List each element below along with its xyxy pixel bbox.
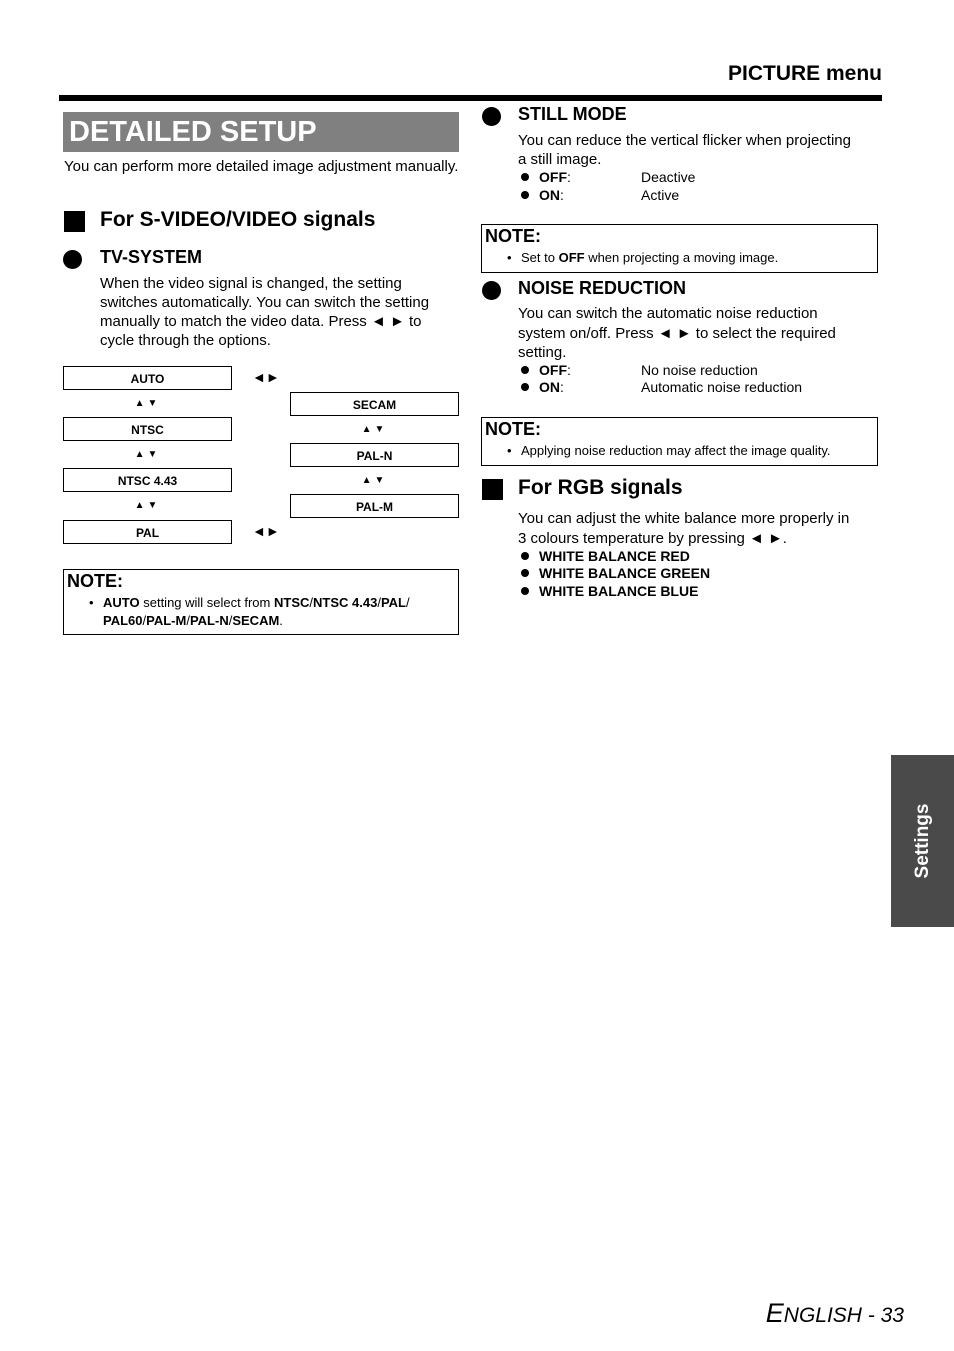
- noise-reduction-line: You can switch the automatic noise reduction: [518, 305, 818, 322]
- tv-system-line: When the video signal is changed, the setting: [100, 275, 402, 292]
- section-bullet-icon: [63, 250, 82, 269]
- note-text-segment: PAL-N: [189, 613, 229, 628]
- page-title: DETAILED SETUP: [69, 116, 317, 148]
- note-title: NOTE:: [485, 226, 541, 246]
- note-text-line: Applying noise reduction may affect the image quality.: [521, 443, 831, 458]
- rgb-item-red: WHITE BALANCE RED: [521, 548, 690, 565]
- note-text-segment: PAL: [380, 595, 406, 610]
- tv-system-line: manually to match the video data. Press ◄ ► to: [100, 313, 422, 330]
- bullet-dot-icon: [521, 173, 529, 181]
- rgb-heading: For RGB signals: [518, 476, 683, 499]
- section-square-icon: [482, 479, 503, 500]
- up-down-arrows-icon: ▲▼: [134, 500, 161, 511]
- flow-box-secam: SECAM: [290, 392, 459, 416]
- note-text-segment: /: [186, 613, 190, 628]
- noise-reduction-line: system on/off. Press ◄ ► to select the required: [518, 324, 836, 342]
- note-text-segment: /: [309, 595, 313, 610]
- tv-system-line: switches automatically. You can switch the setting: [100, 294, 430, 311]
- noise-reduction-option-on-value: Automatic noise reduction: [641, 379, 803, 395]
- flow-box-pal-n: PAL-N: [290, 443, 459, 467]
- still-mode-option-off-value: Deactive: [641, 169, 696, 185]
- flow-box-pal: PAL: [63, 520, 232, 544]
- noise-reduction-option-off: OFF:: [521, 362, 571, 379]
- flow-box-pal-m: PAL-M: [290, 494, 459, 518]
- note-text-segment: SECAM: [232, 613, 280, 628]
- note-text-segment: /: [377, 595, 381, 610]
- note-bullet: •: [89, 595, 94, 610]
- bullet-dot-icon: [521, 569, 529, 577]
- note-text-segment: NTSC 4.43: [313, 595, 378, 610]
- note-text-segment: /: [228, 613, 233, 628]
- rgb-line: You can adjust the white balance more properly in: [518, 510, 850, 527]
- flow-box-auto: AUTO: [63, 366, 232, 390]
- flow-box-ntsc: NTSC: [63, 417, 232, 441]
- svideo-heading: For S-VIDEO/VIDEO signals: [100, 208, 376, 231]
- note-text-segment: /: [142, 613, 147, 628]
- up-down-arrows-icon: ▲▼: [361, 475, 388, 486]
- side-tab-settings: [891, 755, 954, 927]
- header-rule: [59, 95, 882, 101]
- tv-system-heading: TV-SYSTEM: [100, 247, 203, 267]
- page-title-bar: [63, 112, 459, 152]
- note-box-still-mode: [481, 224, 878, 273]
- noise-reduction-option-off-value: No noise reduction: [641, 362, 758, 378]
- left-right-arrows-icon: ◄►: [252, 523, 280, 539]
- bullet-dot-icon: [521, 191, 529, 199]
- tv-system-description: [100, 274, 460, 350]
- flow-box-ntsc443: NTSC 4.43: [63, 468, 232, 492]
- note-bullet: •: [507, 443, 512, 458]
- note-box-noise-reduction: [481, 417, 878, 466]
- noise-reduction-line: setting.: [518, 344, 567, 361]
- note-text-line: [103, 612, 283, 630]
- note-box-tv-system: [63, 569, 459, 635]
- note-title: NOTE:: [485, 419, 541, 439]
- note-title: NOTE:: [67, 571, 123, 591]
- page-footer: ENGLISH - 33: [765, 1298, 904, 1328]
- up-down-arrows-icon: ▲▼: [361, 424, 388, 435]
- note-text-line: [103, 594, 410, 612]
- bullet-dot-icon: [521, 366, 529, 374]
- left-right-arrows-icon: ◄►: [252, 369, 280, 385]
- bullet-dot-icon: [521, 383, 529, 391]
- up-down-arrows-icon: ▲▼: [134, 449, 161, 460]
- rgb-item-blue: WHITE BALANCE BLUE: [521, 583, 698, 600]
- note-text-segment: AUTO: [103, 595, 140, 610]
- still-mode-heading: STILL MODE: [518, 104, 627, 124]
- tv-system-line: cycle through the options.: [100, 332, 271, 349]
- still-mode-description: [518, 131, 883, 169]
- still-mode-option-on: ON:: [521, 187, 564, 204]
- note-text-segment: /: [405, 595, 410, 610]
- note-text-segment: setting will select from: [139, 595, 274, 610]
- note-text-line: Set to OFF when projecting a moving image.: [521, 250, 779, 265]
- intro-text: You can perform more detailed image adjustment manually.: [64, 158, 459, 175]
- rgb-line: 3 colours temperature by pressing ◄ ►.: [518, 529, 787, 547]
- note-text-segment: PAL-M: [146, 613, 187, 628]
- section-title: PICTURE menu: [727, 62, 882, 85]
- section-bullet-icon: [482, 281, 501, 300]
- noise-reduction-heading: NOISE REDUCTION: [518, 278, 687, 298]
- section-square-icon: [64, 211, 85, 232]
- note-text-segment: PAL60: [103, 613, 143, 628]
- rgb-item-green: WHITE BALANCE GREEN: [521, 565, 710, 582]
- noise-reduction-description: [518, 304, 883, 363]
- still-mode-line: a still image.: [518, 151, 602, 168]
- still-mode-option-on-value: Active: [641, 187, 680, 203]
- bullet-dot-icon: [521, 587, 529, 595]
- noise-reduction-option-on: ON:: [521, 379, 564, 396]
- still-mode-line: You can reduce the vertical flicker when projecting: [518, 132, 851, 149]
- bullet-dot-icon: [521, 552, 529, 560]
- still-mode-option-off: OFF:: [521, 169, 571, 186]
- section-bullet-icon: [482, 107, 501, 126]
- rgb-description: [518, 509, 883, 548]
- side-tab-label: Settings: [911, 803, 933, 879]
- up-down-arrows-icon: ▲▼: [134, 398, 161, 409]
- note-text-segment: NTSC: [273, 595, 310, 610]
- note-text-segment: .: [279, 613, 283, 628]
- note-bullet: •: [507, 250, 512, 265]
